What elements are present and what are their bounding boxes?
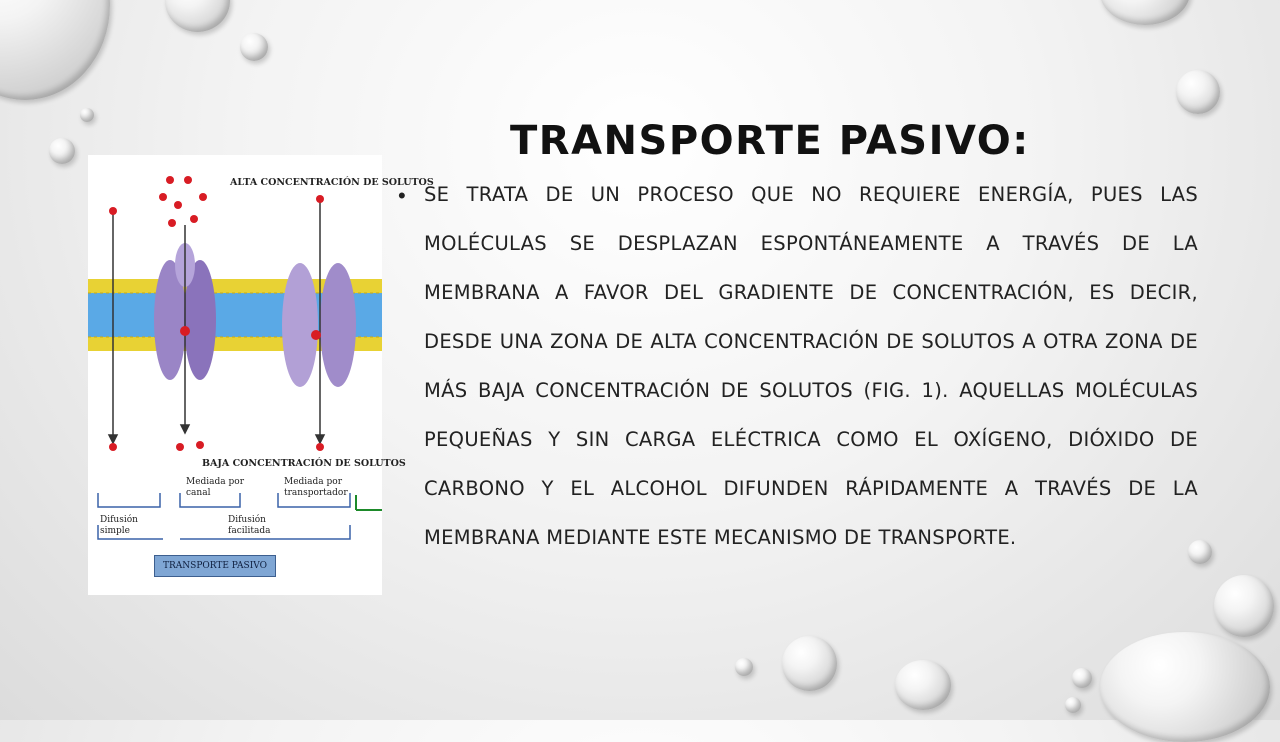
low-concentration-label: BAJA CONCENTRACIÓN DE SOLUTOS bbox=[202, 458, 406, 469]
membrane-transport-figure bbox=[88, 155, 434, 595]
simple-diffusion-label bbox=[100, 515, 138, 537]
water-drop-decoration bbox=[1072, 668, 1092, 688]
slide-body bbox=[398, 170, 1198, 562]
carrier-label-line2: transportador bbox=[284, 488, 348, 498]
channel-label-line1: Mediada por bbox=[186, 477, 245, 487]
facilitated-diffusion-line1: Difusión bbox=[228, 515, 266, 525]
passive-transport-box: TRANSPORTE PASIVO bbox=[154, 555, 276, 577]
water-drop-decoration bbox=[895, 660, 951, 710]
water-drop-decoration bbox=[1065, 697, 1081, 713]
carrier-label bbox=[284, 477, 348, 499]
channel-label-line2: canal bbox=[186, 488, 211, 498]
water-drop-decoration bbox=[240, 33, 268, 61]
water-drop-decoration bbox=[735, 658, 753, 676]
facilitated-diffusion-label bbox=[228, 515, 270, 537]
water-drop-decoration bbox=[1100, 0, 1190, 25]
facilitated-diffusion-line2: facilitada bbox=[228, 526, 271, 536]
simple-diffusion-line1: Difusión bbox=[100, 515, 138, 525]
water-drop-decoration bbox=[782, 636, 837, 691]
slide-title: TRANSPORTE PASIVO: bbox=[510, 118, 1030, 164]
water-drop-decoration bbox=[0, 0, 110, 100]
water-drop-decoration bbox=[165, 0, 230, 32]
water-drop-decoration bbox=[1176, 70, 1220, 114]
carrier-label-line1: Mediada por bbox=[284, 477, 343, 487]
simple-diffusion-line2: simple bbox=[100, 526, 130, 536]
water-drop-decoration bbox=[1214, 575, 1274, 637]
high-concentration-label: ALTA CONCENTRACIÓN DE SOLUTOS bbox=[230, 177, 434, 188]
water-drop-decoration bbox=[80, 108, 94, 122]
bullet-point: • bbox=[398, 183, 406, 208]
water-drop-decoration bbox=[49, 138, 75, 164]
water-drop-decoration bbox=[1100, 632, 1270, 742]
body-paragraph: SE TRATA DE UN PROCESO QUE NO REQUIERE ENERGÍA, PUES LAS MOLÉCULAS SE DESPLAZAN ESPONTÁNEAMENTE A TRAVÉS DE LA MEMBRANA A FAVOR DEL GRADIENTE DE CONCENTRACIÓN, ES DECIR, DESDE UNA ZONA DE ALTA CONCENTRACIÓN DE SOLUTOS A OTRA ZONA DE MÁS BAJA CONCENTRACIÓN DE SOLUTOS (FIG. 1). AQUELLAS MOLÉCULAS PEQUEÑAS Y SIN CARGA ELÉCTRICA COMO EL OXÍGENO, DIÓXIDO DE CARBONO Y EL ALCOHOL DIFUNDEN RÁPIDAMENTE A TRAVÉS DE LA MEMBRANA MEDIANTE ESTE MECANISMO DE TRANSPORTE. bbox=[424, 183, 1198, 549]
channel-label bbox=[186, 477, 244, 499]
